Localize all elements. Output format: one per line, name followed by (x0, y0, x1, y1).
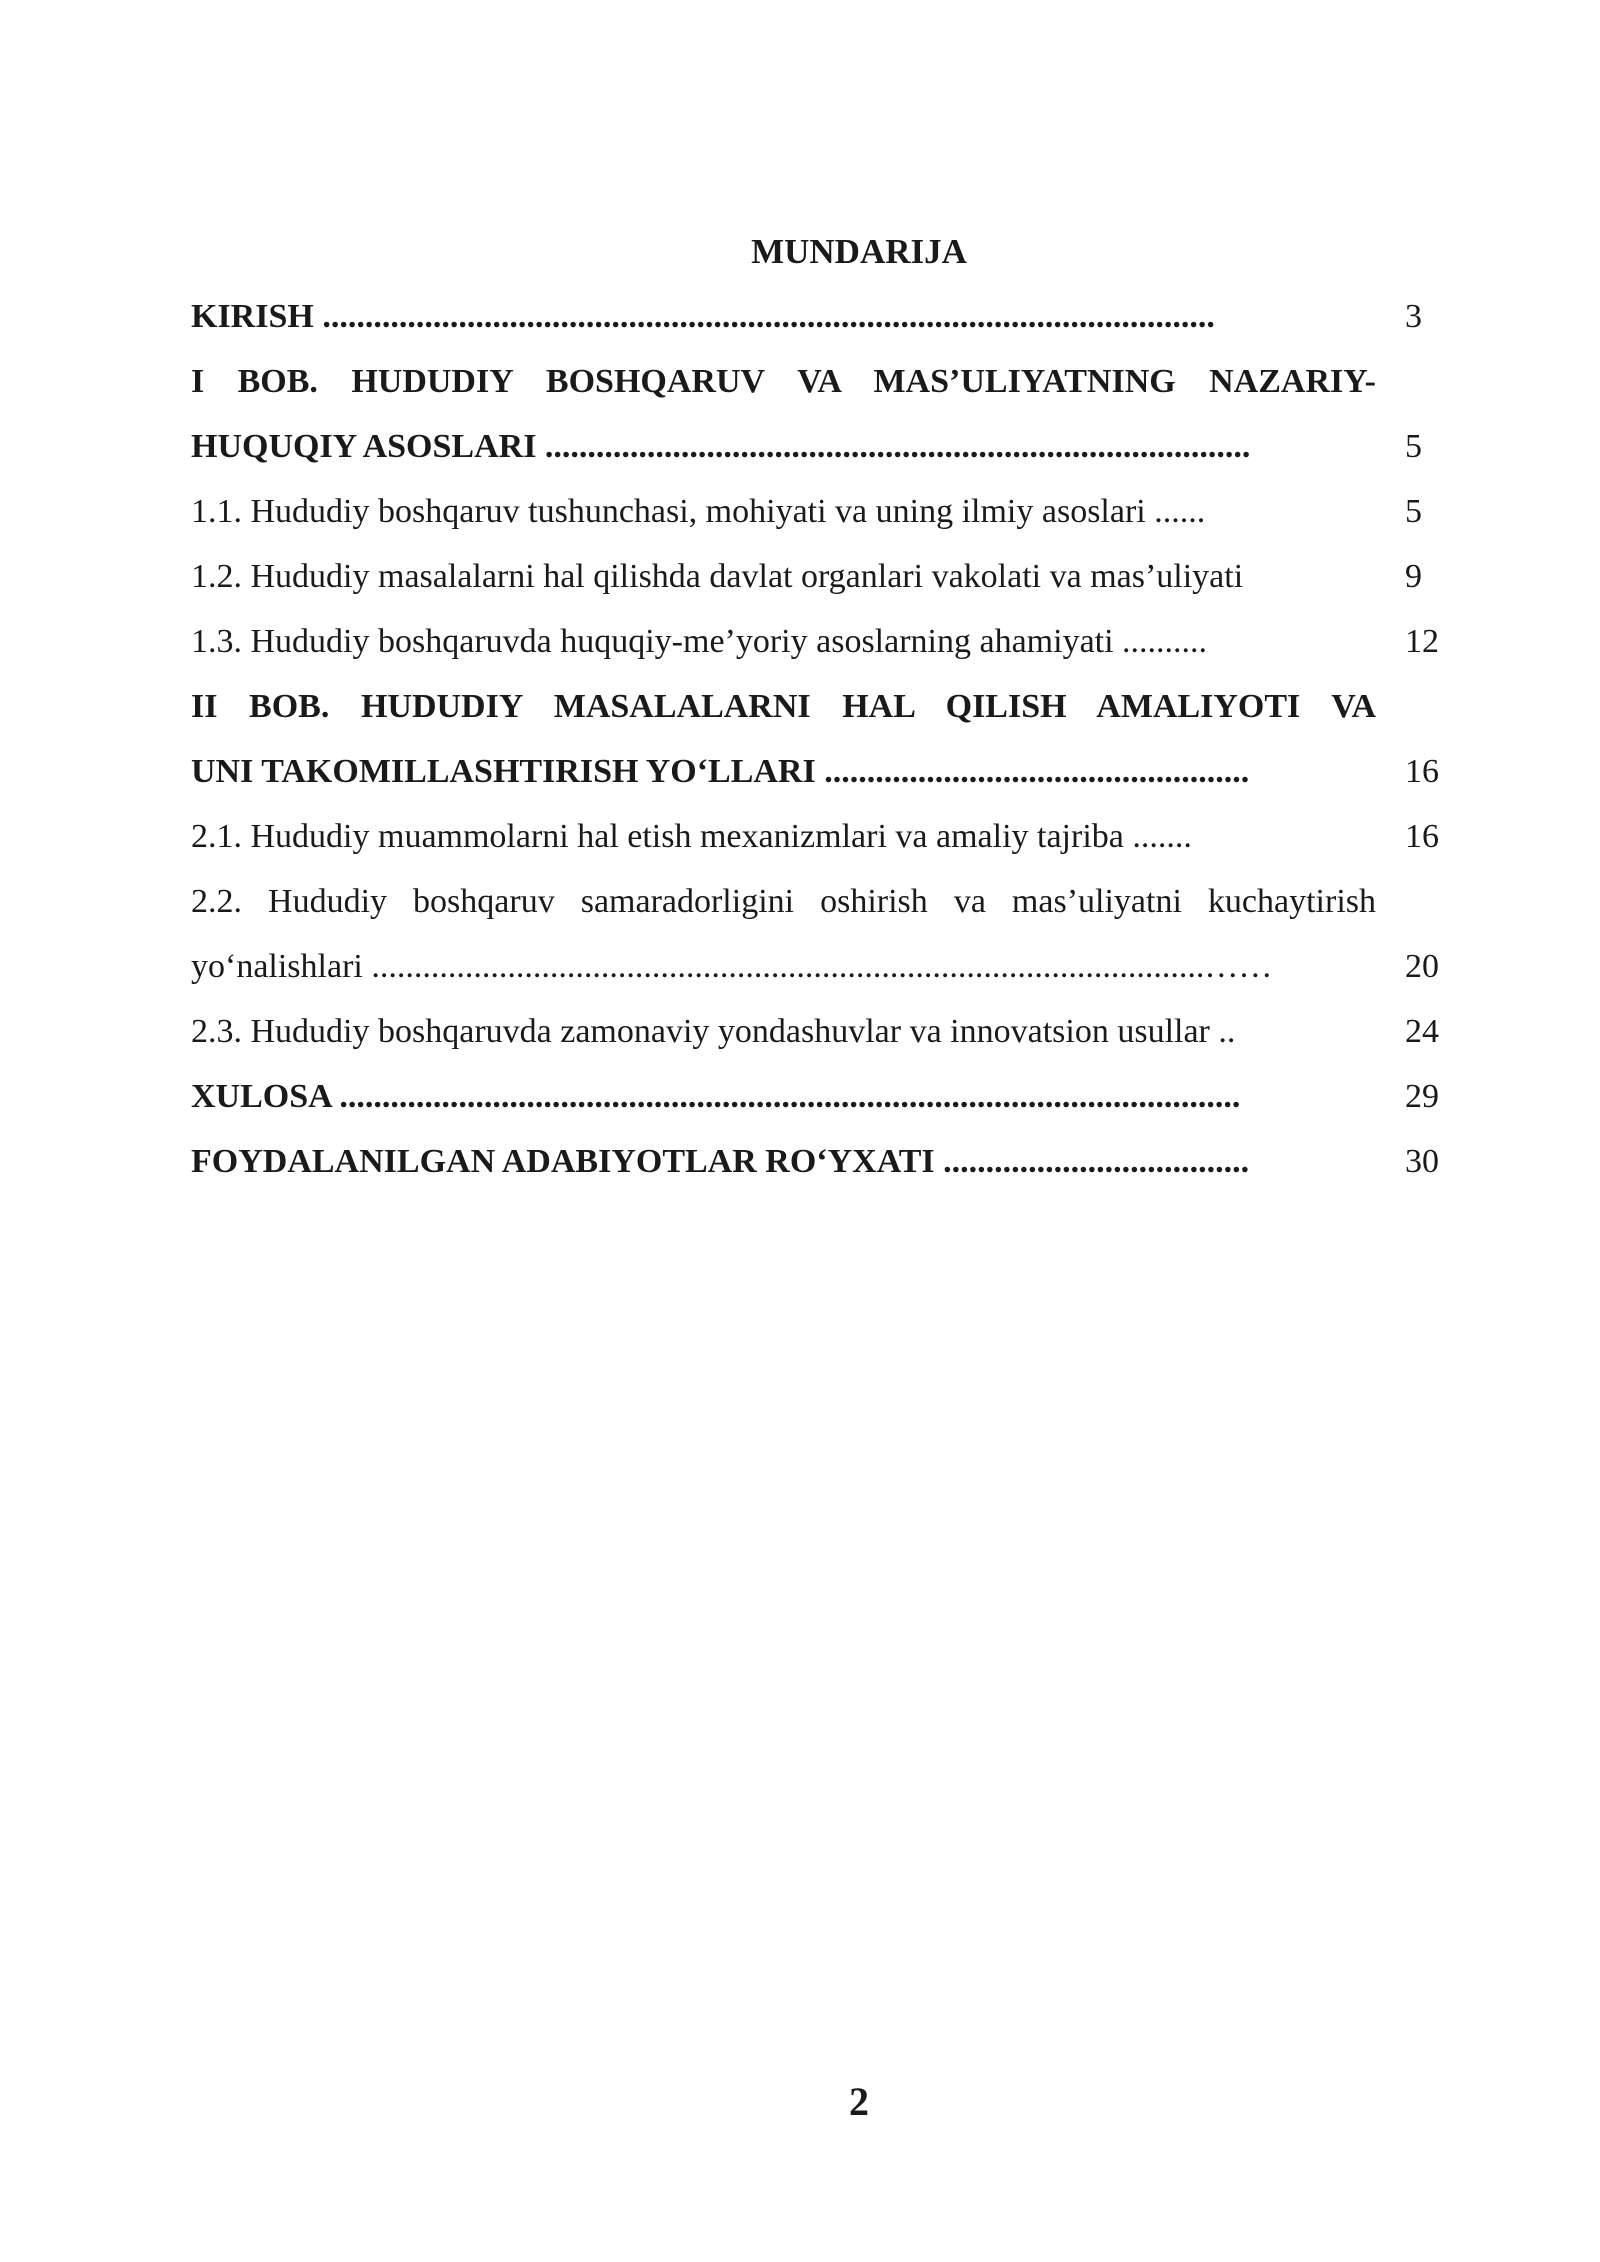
toc-entry-page: 16 (1405, 818, 1439, 855)
toc-entry-text: FOYDALANILGAN ADABIYOTLAR RO‘YXATI .................................... (191, 1143, 1250, 1180)
toc-entry-2-2-line-2 (191, 943, 1451, 1008)
toc-entry-page: 20 (1405, 948, 1439, 985)
toc-entry-text: 1.1. Hududiy boshqaruv tushunchasi, mohiyati va uning ilmiy asoslari ...... (191, 493, 1206, 530)
toc-entry-text: 2.3. Hududiy boshqaruvda zamonaviy yondashuvlar va innovatsion usullar .. (191, 1013, 1236, 1050)
toc-entry-page: 12 (1405, 623, 1439, 660)
toc-entry-2-1 (191, 813, 1451, 878)
toc-entry-page: 24 (1405, 1013, 1439, 1050)
toc-entry-text: yo‘nalishlari ..................................................................................................…… (191, 948, 1273, 985)
toc-entry-2-3 (191, 1008, 1451, 1073)
toc-entry-xulosa (191, 1073, 1451, 1138)
toc-entry-1-2 (191, 553, 1451, 618)
toc-entry-text: 2.1. Hududiy muammolarni hal etish mexanizmlari va amaliy tajriba ....... (191, 818, 1192, 855)
toc-entry-text: 1.2. Hududiy masalalarni hal qilishda davlat organlari vakolati va mas’uliyati (191, 558, 1244, 595)
toc-entry-page: 3 (1405, 298, 1422, 335)
toc-entry-text: II BOB. HUDUDIY MASALALARNI HAL QILISH AMALIYOTI VA (191, 688, 1376, 725)
toc-title: MUNDARIJA (751, 232, 967, 271)
toc-entry-chapter-1-line-1 (191, 358, 1451, 423)
toc-entry-text: UNI TAKOMILLASHTIRISH YO‘LLARI .................................................. (191, 753, 1250, 790)
toc-entry-chapter-1-line-2 (191, 423, 1451, 488)
toc-entry-text: 2.2. Hududiy boshqaruv samaradorligini oshirish va mas’uliyatni kuchaytirish (191, 883, 1376, 920)
toc-entry-text: 1.3. Hududiy boshqaruvda huquqiy-me’yoriy asoslarning ahamiyati .......... (191, 623, 1208, 660)
toc-entry-text: I BOB. HUDUDIY BOSHQARUV VA MAS’ULIYATNING NAZARIY- (191, 363, 1376, 400)
toc-entry-text: XULOSA .......................................................................................................... (191, 1078, 1241, 1115)
toc-entry-text: KIRISH ......................................................................................................... (191, 298, 1215, 335)
toc-entry-1-1 (191, 488, 1451, 553)
toc-entry-page: 5 (1405, 493, 1422, 530)
toc-entry-text: HUQUQIY ASOSLARI ................................................................................... (191, 428, 1251, 465)
toc-entry-references (191, 1138, 1451, 1203)
toc-entry-1-3 (191, 618, 1451, 683)
page-number: 2 (849, 2079, 869, 2124)
toc-entry-2-2-line-1 (191, 878, 1451, 943)
toc-entry-page: 29 (1405, 1078, 1439, 1115)
toc-entry-kirish (191, 293, 1451, 358)
table-of-contents (191, 293, 1451, 1203)
toc-entry-page: 30 (1405, 1143, 1439, 1180)
toc-entry-chapter-2-line-1 (191, 683, 1451, 748)
toc-entry-chapter-2-line-2 (191, 748, 1451, 813)
toc-entry-page: 9 (1405, 558, 1422, 595)
toc-entry-page: 5 (1405, 428, 1422, 465)
toc-entry-page: 16 (1405, 753, 1439, 790)
